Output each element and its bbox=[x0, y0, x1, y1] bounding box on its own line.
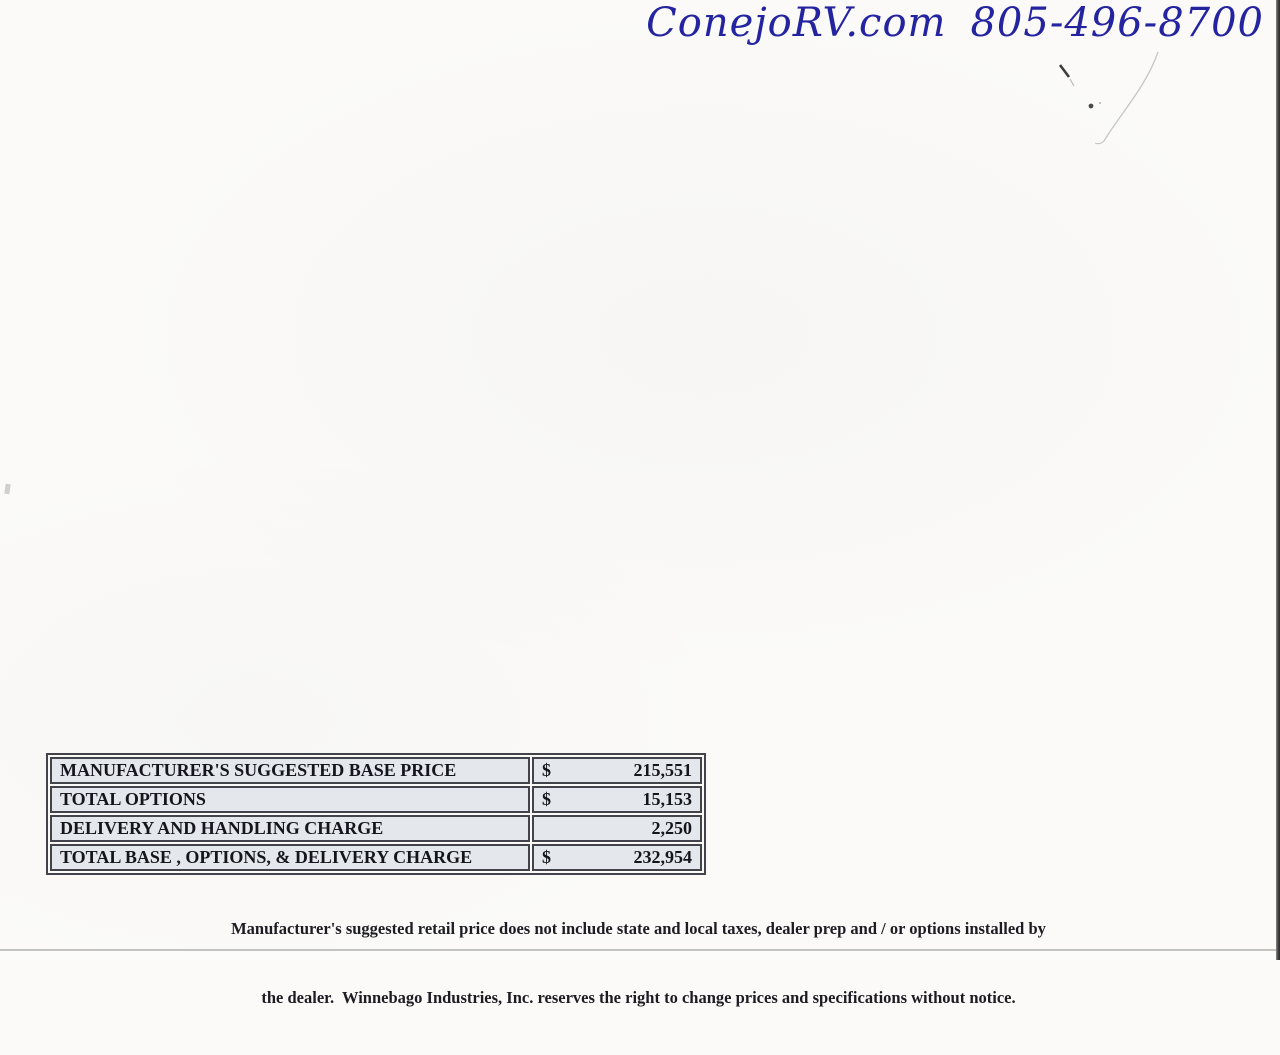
table-row-total-options bbox=[50, 786, 702, 813]
price-row-label: TOTAL BASE , OPTIONS, & DELIVERY CHARGE bbox=[50, 844, 530, 871]
dealer-website: ConejoRV.com bbox=[646, 0, 947, 46]
price-row-label: MANUFACTURER'S SUGGESTED BASE PRICE bbox=[50, 757, 530, 784]
price-row-amount bbox=[532, 757, 702, 784]
amount-value: 232,954 bbox=[633, 847, 692, 867]
disclaimer bbox=[0, 871, 1277, 1055]
price-row-amount bbox=[532, 844, 702, 871]
table-row-base-price bbox=[50, 757, 702, 784]
amount-value: 215,551 bbox=[633, 760, 692, 780]
dealer-phone: 805-496-8700 bbox=[970, 0, 1264, 46]
price-row-amount bbox=[532, 786, 702, 813]
disclaimer-line-1: Manufacturer's suggested retail price does not include state and local taxes, dealer prep and / or options installed by bbox=[231, 919, 1046, 938]
price-table bbox=[46, 753, 706, 875]
currency-symbol: $ bbox=[542, 789, 551, 809]
disclaimer-line-2: the dealer. Winnebago Industries, Inc. reserves the right to change prices and specifications without notice. bbox=[261, 988, 1016, 1007]
price-row-label: TOTAL OPTIONS bbox=[50, 786, 530, 813]
amount-value: 2,250 bbox=[651, 818, 692, 838]
currency-symbol: $ bbox=[542, 847, 551, 867]
scan-edge-bottom-strip bbox=[0, 951, 1276, 960]
scan-hair-artifact bbox=[1030, 45, 1210, 160]
dealer-header bbox=[646, 0, 1264, 46]
amount-value: 15,153 bbox=[642, 789, 692, 809]
table-row-grand-total bbox=[50, 844, 702, 871]
scan-speck bbox=[4, 484, 10, 495]
price-row-amount bbox=[532, 815, 702, 842]
scan-edge-right bbox=[1276, 0, 1280, 960]
currency-symbol: $ bbox=[542, 760, 551, 780]
table-row-delivery-charge bbox=[50, 815, 702, 842]
price-row-label: DELIVERY AND HANDLING CHARGE bbox=[50, 815, 530, 842]
